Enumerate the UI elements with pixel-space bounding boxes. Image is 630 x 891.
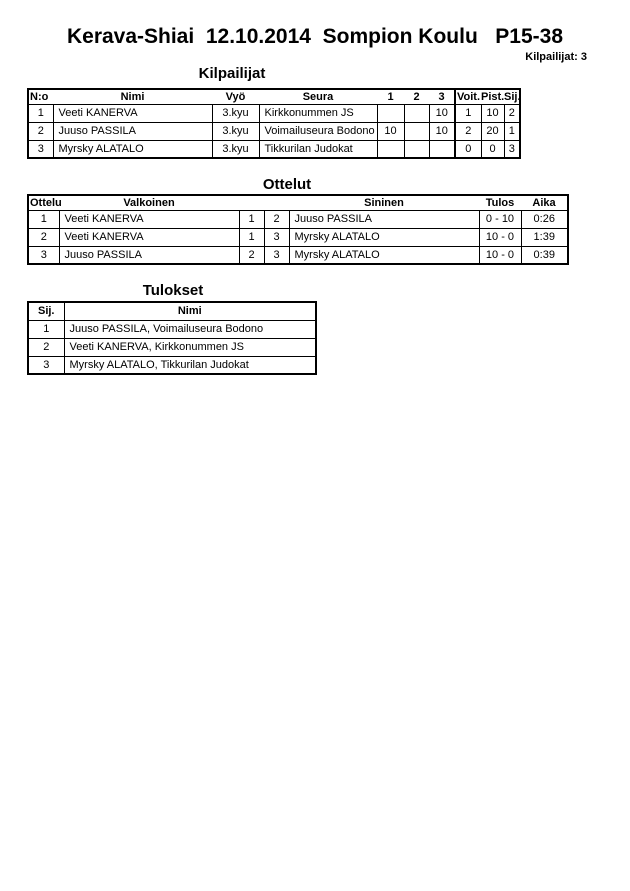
competitor-round3 <box>429 140 455 158</box>
col-header-round3: 3 <box>429 89 455 104</box>
competitor-round3: 10 <box>429 122 455 140</box>
match-no: 2 <box>28 228 59 246</box>
competitor-round1: 10 <box>377 122 404 140</box>
col-header-time: Aika <box>521 195 568 210</box>
competitor-no: 2 <box>28 122 53 140</box>
competitor-round2 <box>404 140 429 158</box>
competitor-points: 0 <box>481 140 504 158</box>
competitor-round1 <box>377 140 404 158</box>
matches-header-row <box>28 195 568 210</box>
match-white-no: 1 <box>239 228 264 246</box>
match-row <box>28 210 568 228</box>
match-blue-no: 2 <box>264 210 289 228</box>
competitor-place: 3 <box>504 140 520 158</box>
competitor-wins: 2 <box>455 122 481 140</box>
match-row <box>28 246 568 264</box>
match-result: 10 - 0 <box>479 228 521 246</box>
competitor-belt: 3.kyu <box>212 104 259 122</box>
competitor-wins: 1 <box>455 104 481 122</box>
col-header-place: Sij. <box>28 302 64 320</box>
matches-heading: Ottelut <box>262 176 312 193</box>
col-header-white-no <box>239 195 264 210</box>
competitor-no: 1 <box>28 104 53 122</box>
match-blue-no: 3 <box>264 228 289 246</box>
competitor-name: Myrsky ALATALO <box>53 140 212 158</box>
results-heading: Tulokset <box>142 282 204 299</box>
match-time: 0:39 <box>521 246 568 264</box>
col-header-blue-no <box>264 195 289 210</box>
competitor-club: Voimailuseura Bodono <box>259 122 377 140</box>
competitors-heading: Kilpailijat <box>198 65 266 82</box>
match-white-name: Juuso PASSILA <box>59 246 239 264</box>
result-row <box>28 356 316 374</box>
col-header-place: Sij. <box>504 90 521 103</box>
result-place: 1 <box>28 320 64 338</box>
match-white-no: 2 <box>239 246 264 264</box>
competitor-round3: 10 <box>429 104 455 122</box>
col-header-round2: 2 <box>404 89 429 104</box>
result-place: 2 <box>28 338 64 356</box>
competitor-place: 1 <box>504 122 520 140</box>
competitor-belt: 3.kyu <box>212 122 259 140</box>
competitor-points: 20 <box>481 122 504 140</box>
match-time: 1:39 <box>521 228 568 246</box>
competitor-belt: 3.kyu <box>212 140 259 158</box>
competitor-club: Tikkurilan Judokat <box>259 140 377 158</box>
competitor-name: Juuso PASSILA <box>53 122 212 140</box>
match-no: 1 <box>28 210 59 228</box>
col-header-club: Seura <box>259 89 377 104</box>
competitor-row <box>28 140 520 158</box>
match-white-name: Veeti KANERVA <box>59 210 239 228</box>
result-row <box>28 338 316 356</box>
competitors-header-row <box>28 89 520 104</box>
col-header-name: Nimi <box>64 302 316 320</box>
match-time: 0:26 <box>521 210 568 228</box>
col-header-points: Pist. <box>481 90 505 103</box>
match-no: 3 <box>28 246 59 264</box>
competitor-round2 <box>404 104 429 122</box>
col-header-no: N:o <box>28 89 53 104</box>
match-result: 0 - 10 <box>479 210 521 228</box>
result-place: 3 <box>28 356 64 374</box>
col-header-white: Valkoinen <box>59 195 239 210</box>
competitors-count: Kilpailijat: 3 <box>525 51 587 63</box>
result-name: Myrsky ALATALO, Tikkurilan Judokat <box>64 356 316 374</box>
competitor-round1 <box>377 104 404 122</box>
match-blue-name: Myrsky ALATALO <box>289 246 479 264</box>
competitor-row <box>28 104 520 122</box>
match-result: 10 - 0 <box>479 246 521 264</box>
match-row <box>28 228 568 246</box>
competitor-no: 3 <box>28 140 53 158</box>
page-title: Kerava-Shiai 12.10.2014 Sompion Koulu P15-38 <box>66 25 564 48</box>
competitor-club: Kirkkonummen JS <box>259 104 377 122</box>
competitor-round2 <box>404 122 429 140</box>
col-header-result: Tulos <box>479 195 521 210</box>
col-header-round1: 1 <box>377 89 404 104</box>
match-blue-no: 3 <box>264 246 289 264</box>
match-white-name: Veeti KANERVA <box>59 228 239 246</box>
col-header-match: Ottelu <box>30 196 62 209</box>
results-header-row <box>28 302 316 320</box>
result-row <box>28 320 316 338</box>
match-blue-name: Juuso PASSILA <box>289 210 479 228</box>
col-header-belt: Vyö <box>212 89 259 104</box>
competitor-place: 2 <box>504 104 520 122</box>
col-header-name: Nimi <box>53 89 212 104</box>
match-white-no: 1 <box>239 210 264 228</box>
competitor-points: 10 <box>481 104 504 122</box>
result-name: Veeti KANERVA, Kirkkonummen JS <box>64 338 316 356</box>
competitor-wins: 0 <box>455 140 481 158</box>
match-blue-name: Myrsky ALATALO <box>289 228 479 246</box>
competitors-table <box>27 88 521 159</box>
results-table <box>27 301 317 375</box>
competitor-row <box>28 122 520 140</box>
matches-table <box>27 194 569 265</box>
col-header-wins: Voit. <box>456 90 480 103</box>
col-header-blue: Sininen <box>289 195 479 210</box>
competitor-name: Veeti KANERVA <box>53 104 212 122</box>
result-name: Juuso PASSILA, Voimailuseura Bodono <box>64 320 316 338</box>
